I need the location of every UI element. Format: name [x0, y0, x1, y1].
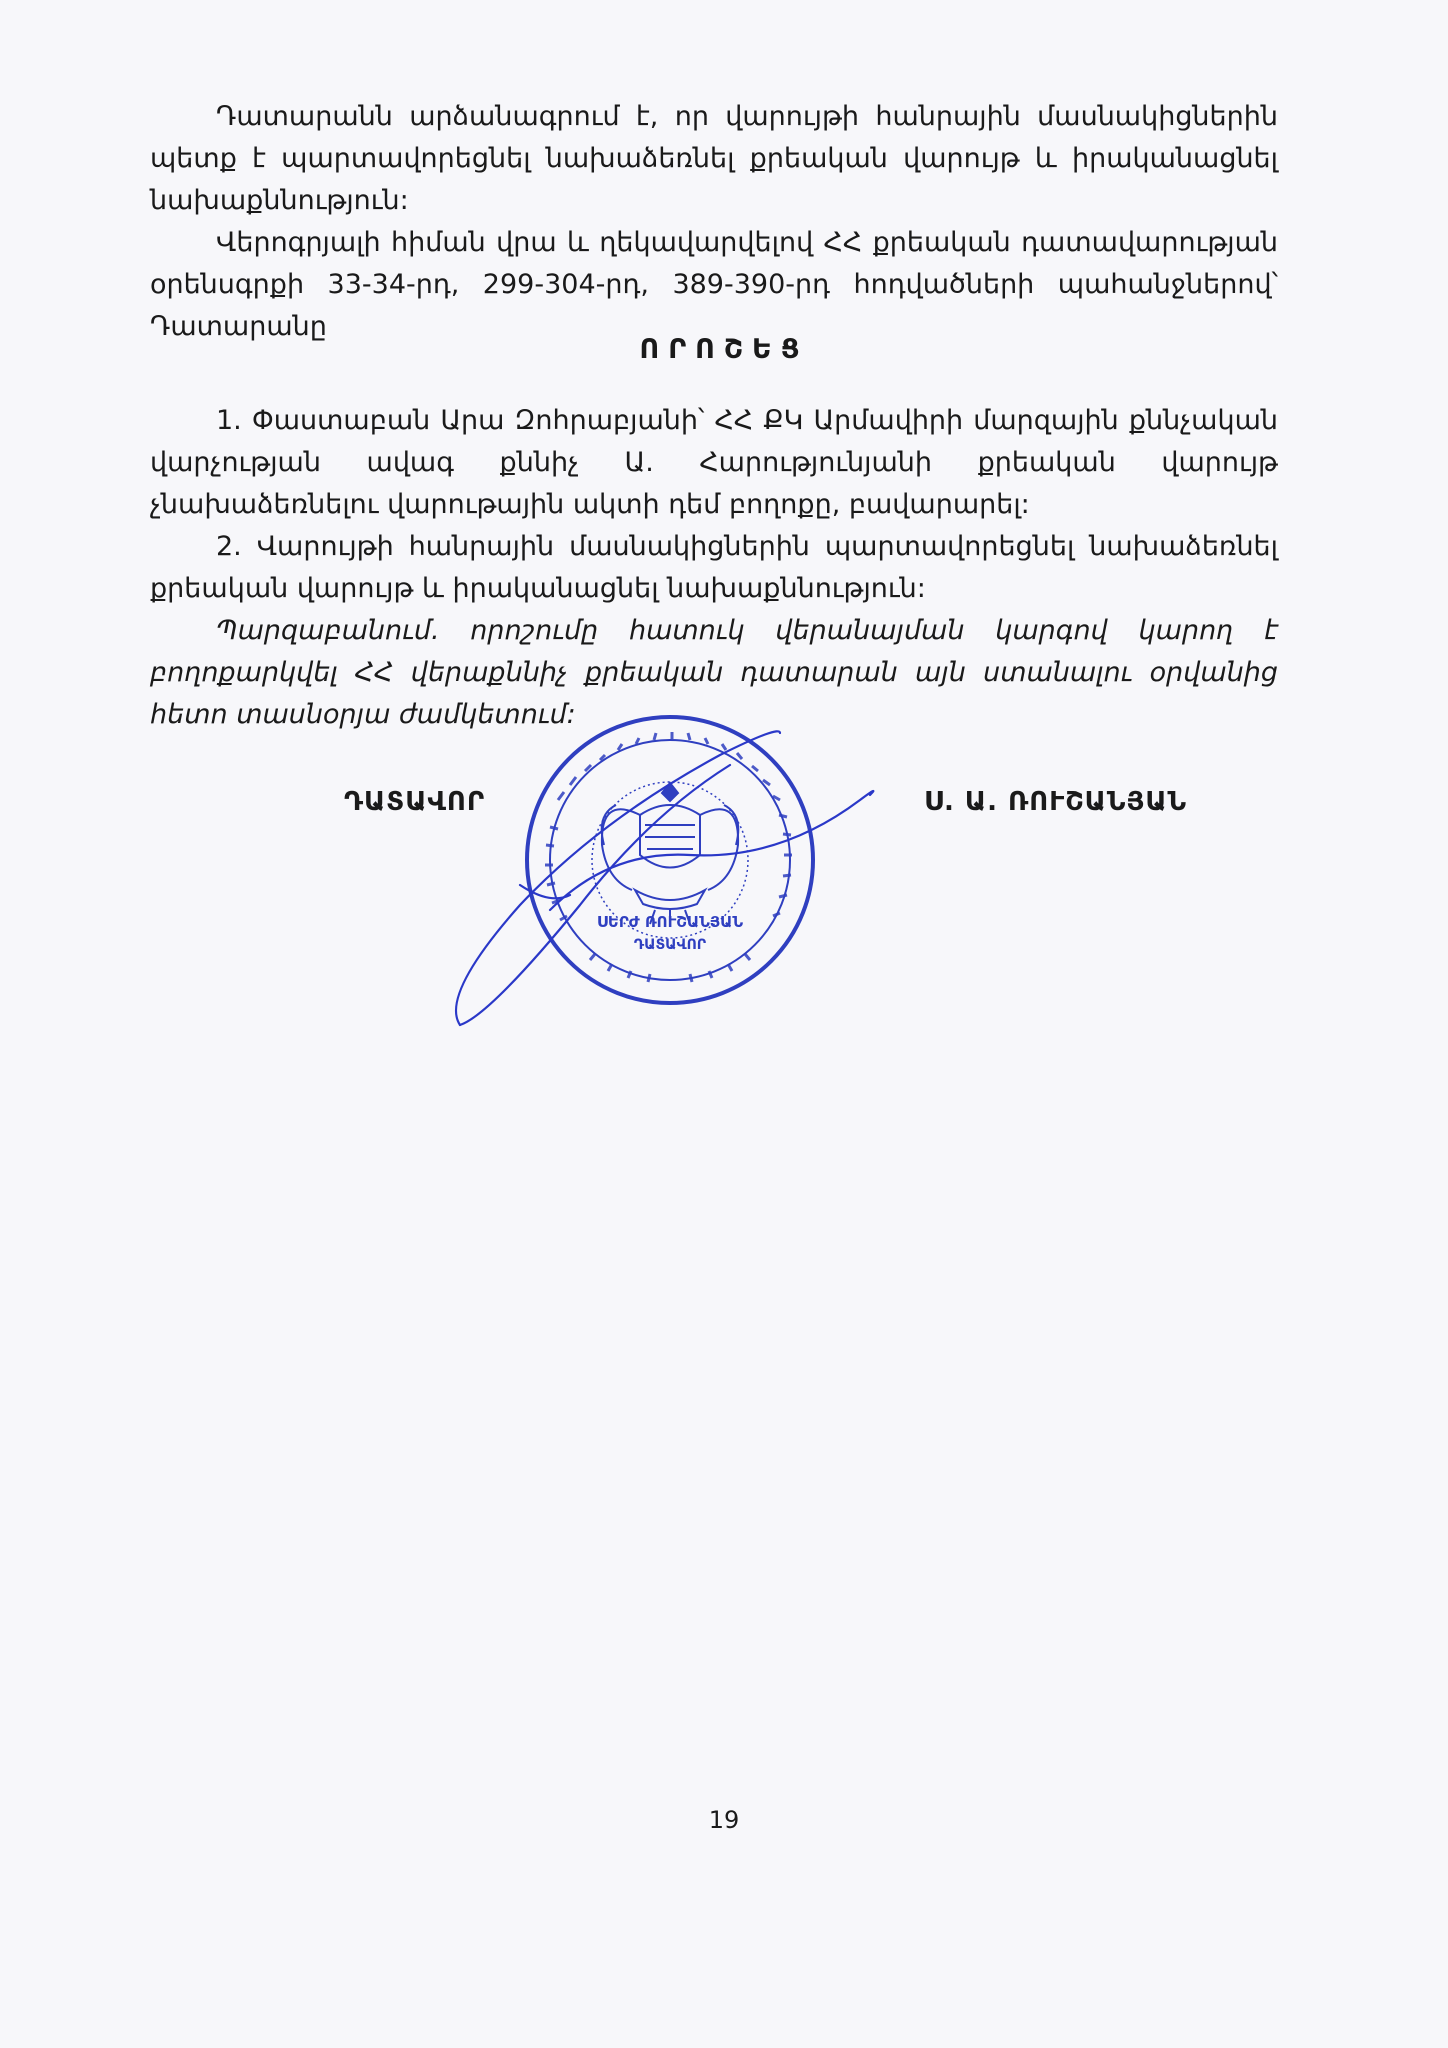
signatory-title: ԴԱՏԱՎՈՐ	[344, 787, 486, 817]
decision-list	[150, 400, 1278, 736]
paragraph-finding: Դատարանն արձանագրում է, որ վարույթի հանրային մասնակիցներին պետք է պարտավորեցնել նախաձեռնել քրեական վարույթ և իրականացնել նախաքննություն:	[150, 101, 1278, 216]
decision-item-2: 2. Վարույթի հանրային մասնակիցներին պարտավորեցնել նախաձեռնել քրեական վարույթ և իրականացնել նախաքննություն:	[150, 531, 1278, 604]
decision-heading: ՈՐՈՇԵՑ	[639, 334, 809, 365]
paragraph-basis: Վերոգրյալի հիման վրա և ղեկավարվելով ՀՀ քրեական դատավարության օրենսգրքի 33-34-րդ, 299-304-րդ, 389-390-րդ հոդվածների պահանջներով՝ Դատարանը	[150, 227, 1278, 342]
explanation-note: Պարզաբանում. որոշումը հատուկ վերանայման կարգով կարող է բողոքարկվել ՀՀ վերաքննիչ քրեական դատարան այն ստանալու օրվանից հետո տասնօրյա ժամկետում:	[150, 615, 1278, 730]
body-text	[150, 96, 1278, 348]
seal-inner-title: ԴԱՏԱՎՈՐ	[633, 937, 707, 953]
decision-item-1: 1. Փաստաբան Արա Զոհրաբյանի՝ ՀՀ ՔԿ Արմավիրի մարզային քննչական վարչության ավագ քննիչ Ա. Հարությունյանի քրեական վարույթ չնախաձեռնելու վարութային ակտի դեմ բողոքը, բավարարել:	[150, 405, 1278, 520]
page-number: 19	[708, 1806, 740, 1834]
signatory-name: Ս. Ա. ՌՈՒՇԱՆՅԱՆ	[924, 787, 1188, 817]
seal-inner-name: ՍԵՐԺ ՌՈՒՇԱՆՅԱՆ	[596, 913, 744, 931]
official-seal	[440, 705, 880, 1035]
